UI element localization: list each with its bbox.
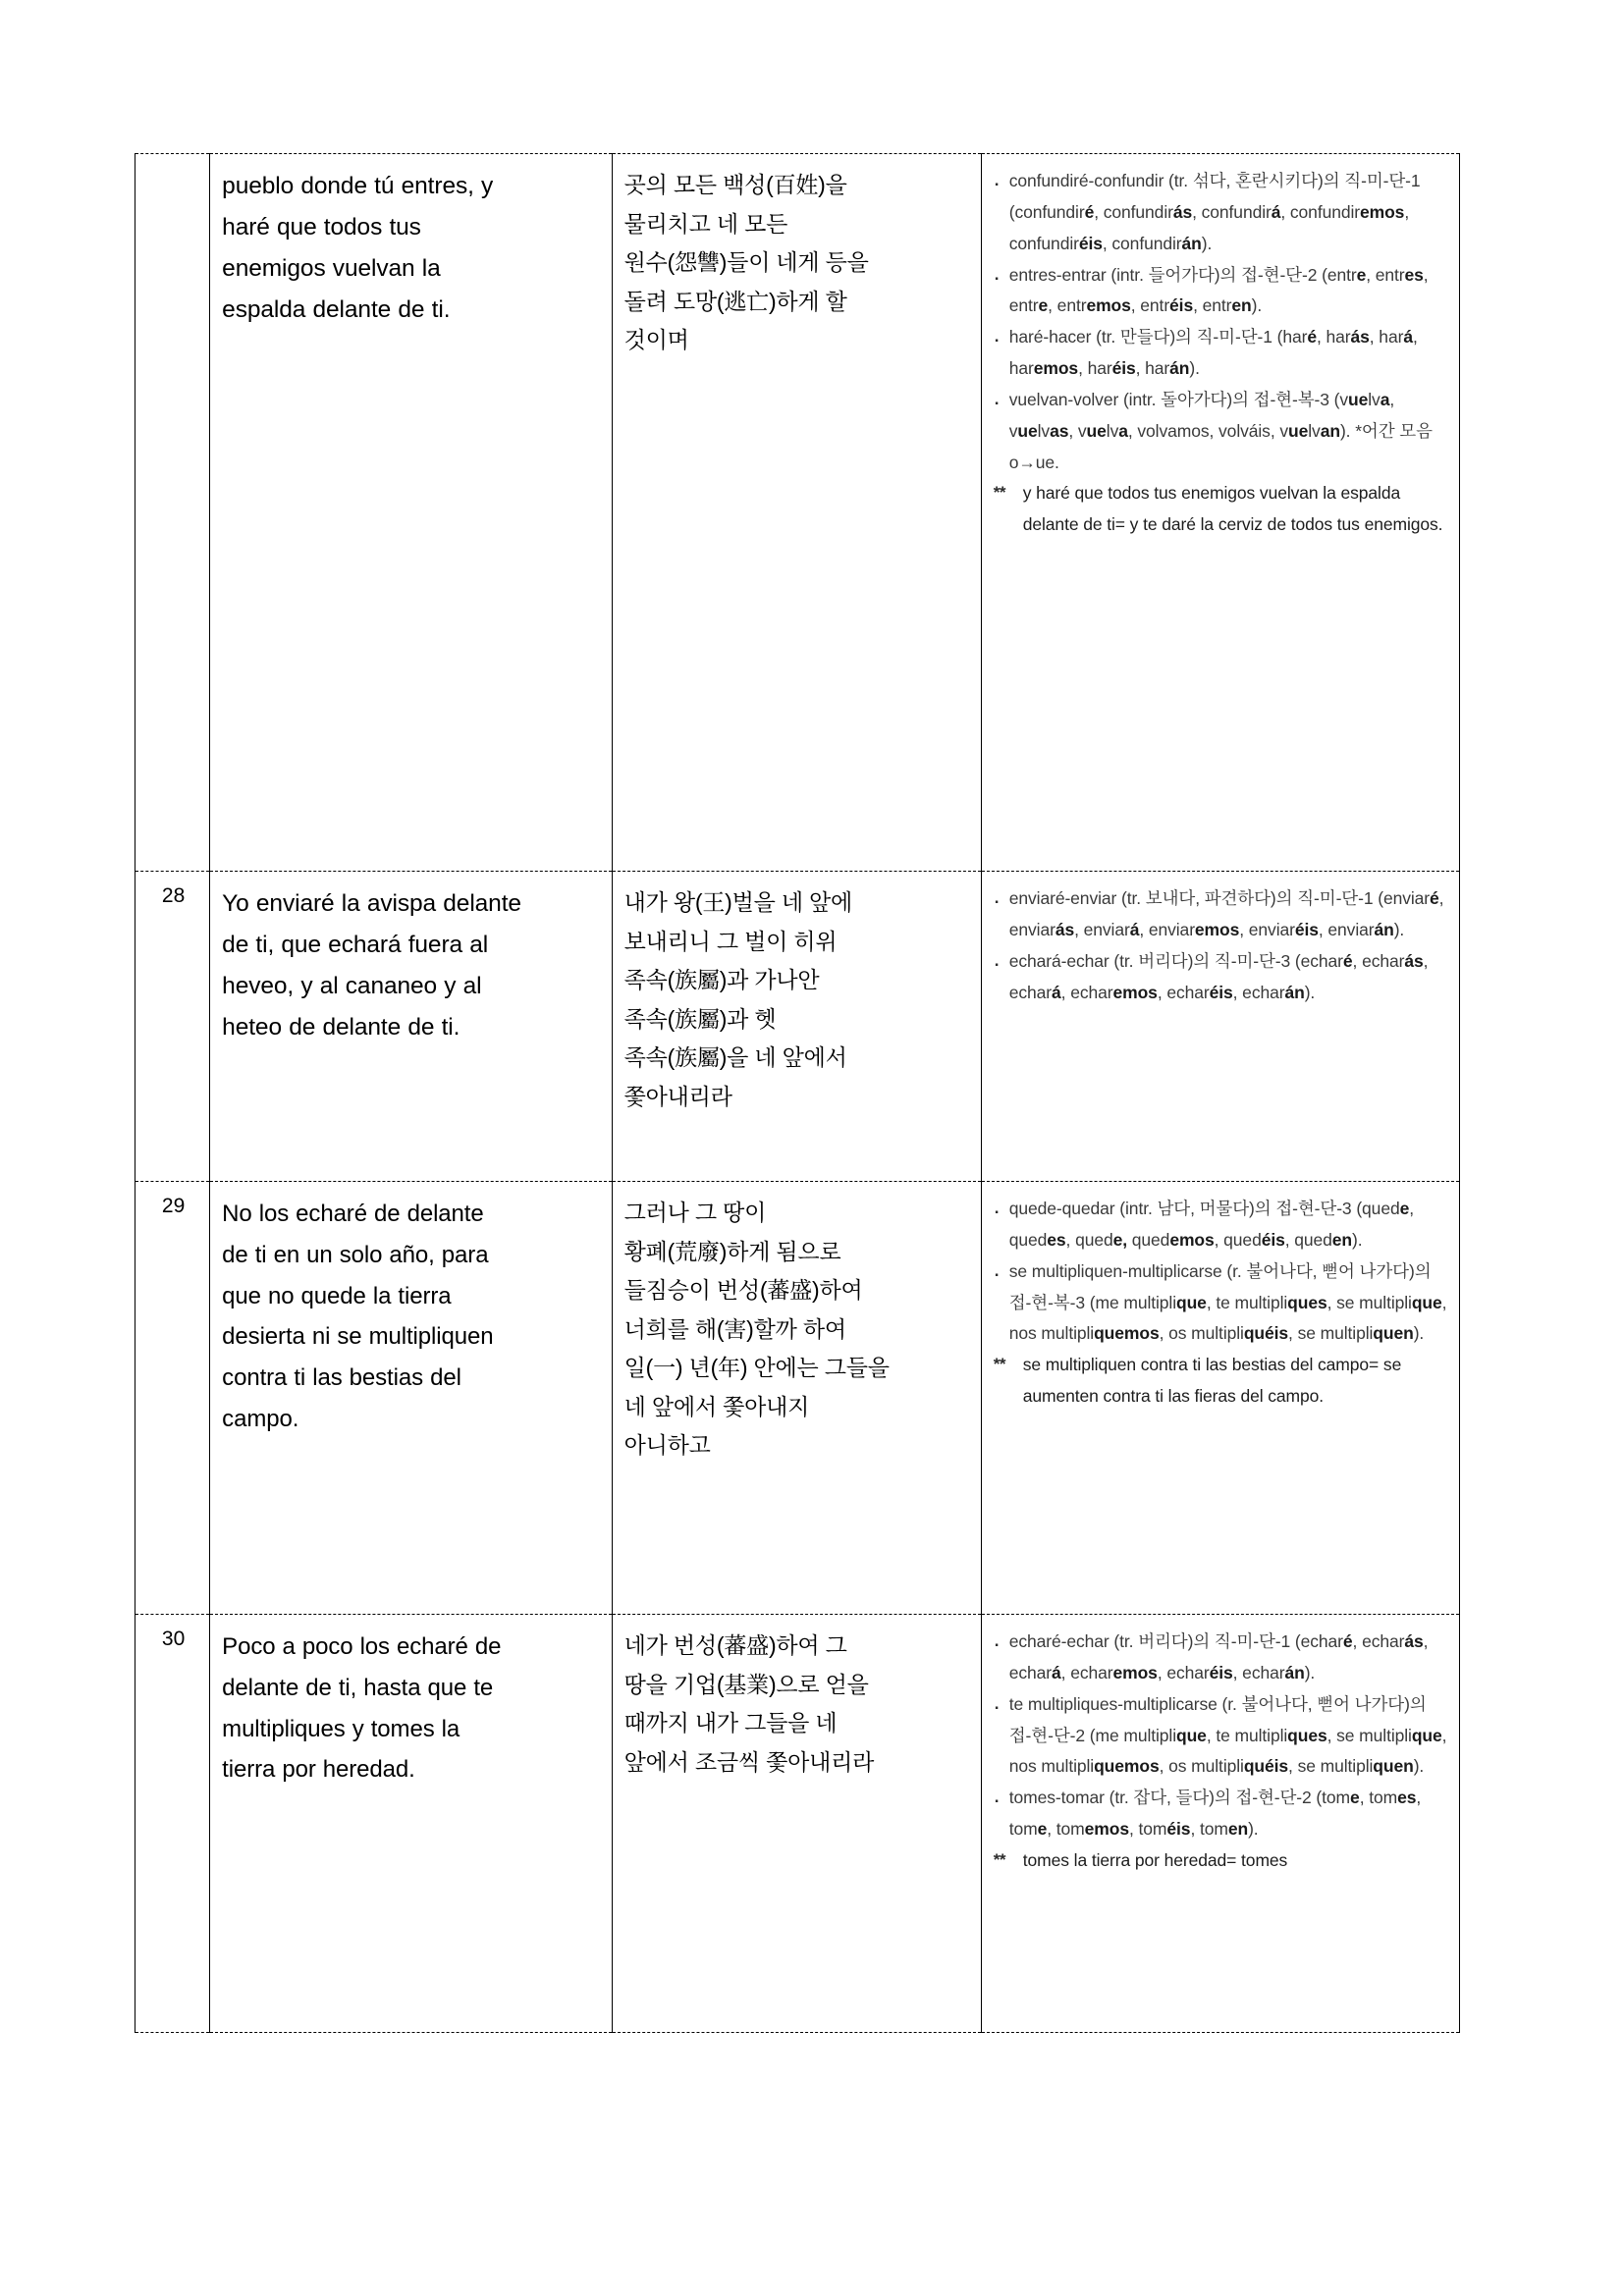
- note-text: y haré que todos tus enemigos vuelvan la espalda delante de ti= y te daré la cerviz de todos tus enemigos.: [1022, 483, 1443, 535]
- note-text: vuelvan-volver (intr. 돌아가다)의 접-현-복-3 (vuelva, vuelvas, vuelva, volvamos, volváis, vuelvan). *어간 모음 o→ue.: [1008, 389, 1433, 472]
- note-gloss: [994, 1350, 1449, 1413]
- table-row: [135, 1182, 1460, 1615]
- note-gloss: [994, 1845, 1449, 1877]
- grammar-notes-cell: [981, 154, 1459, 872]
- note-text: echaré-echar (tr. 버리다)의 직-미-단-1 (echaré, echarás, echará, echaremos, echaréis, echarán).: [1008, 1631, 1429, 1682]
- spanish-line: desierta ni se multipliquen: [222, 1323, 494, 1351]
- korean-line: 들짐승이 번성(蕃盛)하여: [623, 1277, 863, 1304]
- korean-line: 보내리니 그 벌이 히위: [623, 928, 838, 954]
- spanish-line: que no quede la tierra: [222, 1282, 452, 1309]
- korean-line: 황폐(荒廢)하게 됨으로: [623, 1238, 841, 1264]
- note-text: tomes-tomar (tr. 잡다, 들다)의 접-현-단-2 (tome, tomes, tome, tomemos, toméis, tomen).: [1008, 1788, 1422, 1840]
- spanish-line: pueblo donde tú entres, y: [222, 173, 494, 199]
- korean-line: 그러나 그 땅이: [623, 1200, 767, 1225]
- bullet-dot-icon: .: [994, 1199, 1000, 1217]
- note-conjugation: [994, 1783, 1449, 1845]
- korean-line: 쫓아내리라: [623, 1083, 732, 1109]
- spanish-line: heveo, y al cananeo y al: [222, 973, 482, 1000]
- korean-line: 곳의 모든 백성(百姓)을: [623, 172, 847, 197]
- verse-number-cell: 28: [135, 872, 210, 1182]
- korean-line: 앞에서 조금씩 쫓아내리라: [623, 1748, 875, 1775]
- korean-line: 내가 왕(王)벌을 네 앞에: [623, 889, 853, 915]
- note-conjugation: [994, 322, 1449, 385]
- spanish-text-cell: [210, 1615, 612, 2033]
- bullet-dot-icon: .: [994, 264, 1000, 284]
- note-text: tomes la tierra por heredad= tomes: [1022, 1849, 1288, 1870]
- spanish-line: haré que todos tus: [222, 214, 421, 241]
- double-star-marker-icon: **: [993, 483, 1005, 503]
- table-row: [135, 1615, 1460, 2033]
- grammar-notes-cell: [981, 1615, 1459, 2033]
- bullet-dot-icon: .: [994, 950, 1000, 970]
- bullet-dot-icon: .: [994, 1693, 1000, 1713]
- korean-text-cell: [612, 1615, 981, 2033]
- spanish-text-cell: [210, 1182, 612, 1615]
- bullet-dot-icon: .: [994, 1631, 1000, 1650]
- note-text: quede-quedar (intr. 남다, 머물다)의 접-현-단-3 (quede, quedes, quede, quedemos, quedéis, queden).: [1008, 1199, 1414, 1250]
- spanish-line: heteo de delante de ti.: [222, 1014, 460, 1041]
- verse-number-cell: [135, 154, 210, 872]
- note-gloss: [994, 478, 1449, 541]
- table-row: [135, 872, 1460, 1182]
- verse-number-cell: 29: [135, 1182, 210, 1615]
- korean-line: 족속(族屬)과 가나안: [623, 967, 820, 993]
- note-conjugation: [994, 260, 1449, 323]
- spanish-line: de ti, que echará fuera al: [222, 932, 489, 959]
- korean-line: 족속(族屬)을 네 앞에서: [623, 1044, 847, 1071]
- korean-text-cell: [612, 154, 981, 872]
- note-text: se multipliquen-multiplicarse (r. 불어나다, 뻗어 나가다)의 접-현-복-3 (me multiplique, te multipliques, se multiplique, nos multipliquemos, os multipliquéis, se multipliquen).: [1008, 1260, 1447, 1344]
- bullet-dot-icon: .: [994, 1260, 1000, 1280]
- double-star-marker-icon: **: [993, 1849, 1005, 1869]
- note-conjugation: [994, 385, 1449, 479]
- note-text: haré-hacer (tr. 만들다)의 직-미-단-1 (haré, harás, hará, haremos, haréis, harán).: [1008, 327, 1418, 379]
- grammar-notes-cell: [981, 872, 1459, 1182]
- korean-text-cell: [612, 872, 981, 1182]
- note-text: enviaré-enviar (tr. 보내다, 파견하다)의 직-미-단-1 (enviaré, enviarás, enviará, enviaremos, enviaréis, enviarán).: [1008, 888, 1444, 939]
- verse-number-cell: 30: [135, 1615, 210, 2033]
- spanish-text-cell: [210, 154, 612, 872]
- double-star-marker-icon: **: [993, 1355, 1005, 1374]
- note-conjugation: [994, 1256, 1449, 1351]
- bullet-dot-icon: .: [994, 888, 1000, 907]
- spanish-line: contra ti las bestias del: [222, 1364, 461, 1391]
- note-text: echará-echar (tr. 버리다)의 직-미-단-3 (echaré, echarás, echará, echaremos, echaréis, echarán).: [1008, 950, 1429, 1002]
- table-row: [135, 154, 1460, 872]
- bullet-dot-icon: .: [994, 327, 1000, 347]
- note-text: confundiré-confundir (tr. 섞다, 혼란시키다)의 직-미-단-1 (confundiré, confundirás, confundirá, confundiremos, confundiréis, confundirán).: [1008, 171, 1421, 253]
- korean-line: 족속(族屬)과 헷: [623, 1005, 777, 1032]
- note-conjugation: [994, 1627, 1449, 1689]
- note-conjugation: [994, 1194, 1449, 1256]
- note-conjugation: [994, 946, 1449, 1009]
- note-conjugation: [994, 883, 1449, 946]
- korean-line: 너희를 해(害)할까 하여: [623, 1315, 846, 1342]
- korean-line: 물리치고 네 모든: [623, 210, 788, 237]
- korean-line: 네 앞에서 쫓아내지: [623, 1393, 810, 1419]
- verse-grammar-table: [135, 153, 1460, 2033]
- note-text: se multipliquen contra ti las bestias del campo= se aumenten contra ti las fieras del campo.: [1022, 1355, 1402, 1407]
- korean-line: 네가 번성(蕃盛)하여 그: [623, 1632, 847, 1658]
- korean-line: 때까지 내가 그들을 네: [623, 1710, 838, 1736]
- spanish-line: espalda delante de ti.: [222, 296, 451, 324]
- bullet-dot-icon: .: [994, 171, 1000, 189]
- spanish-line: tierra por heredad.: [222, 1756, 415, 1784]
- spanish-line: delante de ti, hasta que te: [222, 1674, 494, 1701]
- note-text: te multipliques-multiplicarse (r. 불어나다, 뻗어 나가다)의 접-현-단-2 (me multiplique, te multipliques, se multiplique, nos multipliquemos, os multipliquéis, se multipliquen).: [1008, 1693, 1447, 1777]
- spanish-line: No los echaré de delante: [222, 1201, 484, 1227]
- korean-line: 땅을 기업(基業)으로 얻을: [623, 1671, 869, 1697]
- korean-line: 돌려 도망(逃亡)하게 할: [623, 288, 847, 314]
- korean-text-cell: [612, 1182, 981, 1615]
- note-text: entres-entrar (intr. 들어가다)의 접-현-단-2 (entre, entres, entre, entremos, entréis, entren).: [1008, 264, 1429, 316]
- note-conjugation: [994, 166, 1449, 260]
- grammar-notes-cell: [981, 1182, 1459, 1615]
- bullet-dot-icon: .: [994, 389, 1000, 408]
- korean-line: 원수(怨讐)들이 네게 등을: [623, 249, 869, 276]
- note-conjugation: [994, 1689, 1449, 1784]
- korean-line: 아니하고: [623, 1432, 711, 1459]
- spanish-line: Yo enviaré la avispa delante: [222, 890, 521, 917]
- bullet-dot-icon: .: [994, 1788, 1000, 1807]
- spanish-line: de ti en un solo año, para: [222, 1241, 489, 1268]
- verse-table-container: [135, 153, 1460, 2033]
- spanish-line: enemigos vuelvan la: [222, 255, 441, 283]
- korean-line: 것이며: [623, 327, 689, 353]
- korean-line: 일(一) 년(年) 안에는 그들을: [623, 1355, 890, 1381]
- spanish-line: multipliques y tomes la: [222, 1715, 460, 1742]
- spanish-line: campo.: [222, 1405, 299, 1432]
- spanish-line: Poco a poco los echaré de: [222, 1633, 502, 1660]
- spanish-text-cell: [210, 872, 612, 1182]
